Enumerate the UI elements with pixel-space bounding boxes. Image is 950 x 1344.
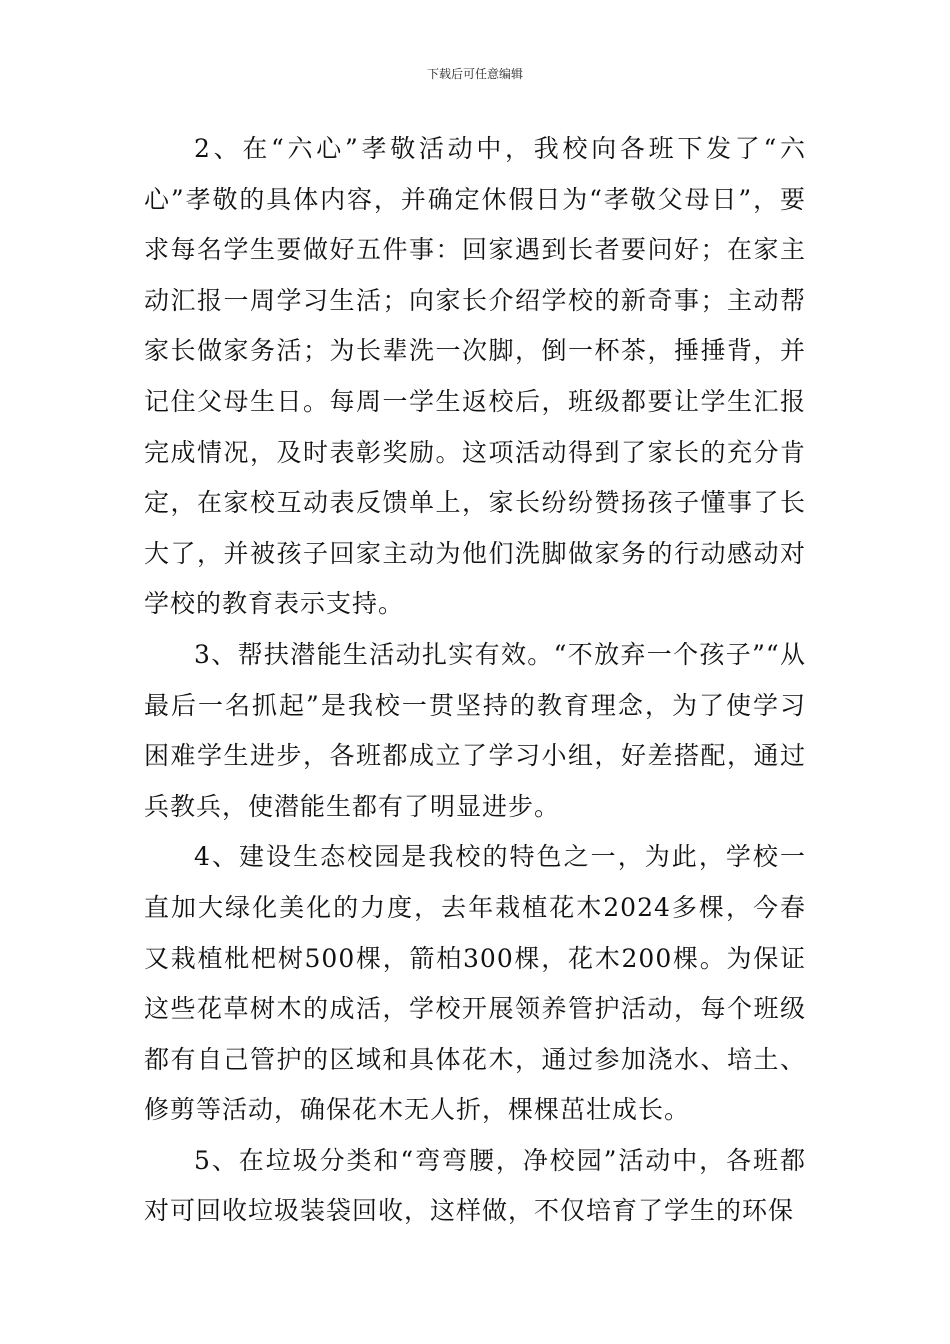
page-header: 下载后可任意编辑 — [426, 67, 523, 81]
paragraph-2: 2、在“六心”孝敬活动中，我校向各班下发了“六心”孝敬的具体内容，并确定休假日为“孝敬父母日”，要求每名学生要做好五件事：回家遇到长者要问好；在家主动汇报一周学习生活；向家长介绍学校的新奇事；主动帮家长做家务活；为长辈洗一次脚，倒一杯茶，捶捶背，并记住父母生日。每周一学生返校后，班级都要让学生汇报完成情况，及时表彰奖励。这项活动得到了家长的充分肯定，在家校互动表反馈单上，家长纷纷赞扬孩子懂事了长大了，并被孩子回家主动为他们洗脚做家务的行动感动对学校的教育表示支持。 — [144, 134, 806, 619]
paragraph-4: 4、建设生态校园是我校的特色之一，为此，学校一直加大绿化美化的力度，去年栽植花木2024多棵，今春又栽植枇杷树500棵，箭柏300棵，花木200棵。为保证这些花草树木的成活，学校开展领养管护活动，每个班级都有自己管护的区域和具体花木，通过参加浇水、培土、修剪等活动，确保花木无人折，棵棵茁壮成长。 — [144, 842, 806, 1125]
document-body — [144, 124, 806, 1237]
paragraph-3: 3、帮扶潜能生活动扎实有效。“不放弃一个孩子”“从最后一名抓起”是我校一贯坚持的教育理念，为了使学习困难学生进步，各班都成立了学习小组，好差搭配，通过兵教兵，使潜能生都有了明显进步。 — [144, 639, 806, 821]
paragraph-5: 5、在垃圾分类和“弯弯腰，净校园”活动中，各班都对可回收垃圾装袋回收，这样做，不仅培育了学生的环保 — [144, 1145, 806, 1226]
